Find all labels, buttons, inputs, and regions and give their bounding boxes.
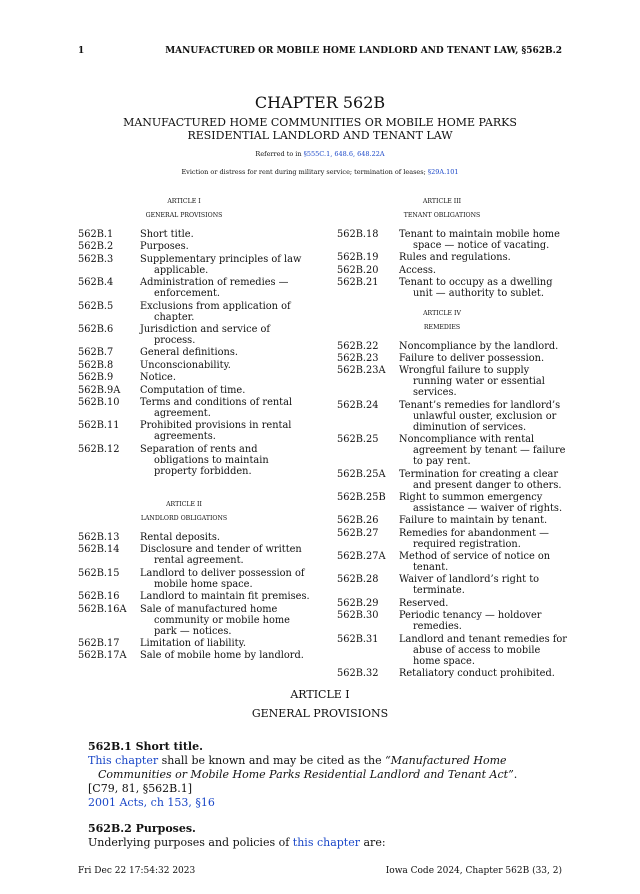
toc-section-number: 562B.22 (337, 340, 379, 352)
this-chapter-link[interactable]: this chapter (292, 836, 360, 849)
toc-section-title: Remedies for abandonment — required registration. (399, 527, 549, 550)
toc-section-number: 562B.23 (337, 352, 379, 364)
eviction-link[interactable]: §29A.101 (427, 168, 459, 176)
toc-entry (337, 528, 567, 550)
toc-section-number: 562B.15 (78, 567, 120, 579)
toc-entry (78, 650, 310, 661)
toc-section-number: 562B.10 (78, 396, 120, 408)
toc-section-number: 562B.29 (337, 597, 379, 609)
toc-section-number: 562B.16 (78, 591, 120, 603)
toc-article-label: ARTICLE II (166, 501, 202, 509)
toc-entry (78, 397, 310, 419)
toc-section-title: Termination for creating a clear and present danger to others. (399, 468, 562, 491)
toc-section-number: 562B.2 (78, 241, 114, 253)
section-text (88, 754, 564, 782)
toc-section-title: Periodic tenancy — holdover remedies. (399, 610, 542, 633)
toc-section-number: 562B.4 (78, 277, 114, 289)
toc-article-name: LANDLORD OBLIGATIONS (140, 515, 228, 523)
section-text-part: shall be known and may be cited as the (158, 754, 386, 767)
history-note: [C79, 81, §562B.1] (88, 782, 193, 795)
toc-entry (337, 353, 567, 364)
toc-entry (78, 254, 310, 276)
toc-section-number: 562B.23A (337, 365, 386, 377)
toc-section-title: Tenant’s remedies for landlord’s unlawful ouster, exclusion or diminution of services. (399, 399, 561, 433)
toc-entry (78, 444, 310, 477)
toc-section-title: Noncompliance with rental agreement by tenant — failure to pay rent. (399, 434, 566, 468)
section-text-part: . (513, 768, 518, 781)
toc-section-number: 562B.32 (337, 668, 379, 680)
toc-section-title: Landlord and tenant remedies for abuse of access to mobile home space. (399, 633, 567, 667)
toc-right-column (337, 198, 567, 680)
toc-entry (78, 241, 310, 252)
toc-entry (337, 277, 567, 299)
toc-entry (337, 265, 567, 276)
toc-section-number: 562B.19 (337, 252, 379, 264)
toc-section-title: Limitation of liability. (140, 638, 246, 650)
toc-section-title: Administration of remedies — enforcement. (140, 277, 289, 300)
toc-section-number: 562B.30 (337, 610, 379, 622)
toc-section-number: 562B.5 (78, 300, 114, 312)
toc-section-title: Tenant to maintain mobile home space — notice of vacating. (399, 229, 560, 251)
article-heading: ARTICLE I (290, 688, 350, 701)
toc-section-title: Terms and conditions of rental agreement. (140, 396, 293, 419)
page-number: 1 (78, 46, 85, 56)
toc-section-number: 562B.9 (78, 372, 114, 384)
section-heading: 562B.2 Purposes. (88, 822, 196, 835)
toc-section-title: Sale of manufactured home community or mobile home park — notices. (140, 603, 290, 637)
section-text-part: are: (360, 836, 386, 849)
toc-section-title: Rental deposits. (140, 532, 220, 544)
toc-entry (78, 360, 310, 371)
toc-section-title: General definitions. (140, 347, 238, 359)
toc-section-number: 562B.12 (78, 443, 120, 455)
toc-entry (78, 301, 310, 323)
referred-to-note (0, 150, 640, 158)
toc-section-number: 562B.27A (337, 551, 386, 563)
section-heading: 562B.1 Short title. (88, 740, 203, 753)
section-text-part: Underlying purposes and policies of (88, 836, 293, 849)
acts-note (78, 796, 564, 810)
toc-section-title: Exclusions from application of chapter. (140, 300, 291, 323)
chapter-title-line2: RESIDENTIAL LANDLORD AND TENANT LAW (187, 129, 453, 142)
toc-entry (78, 229, 310, 240)
toc-list (78, 229, 310, 477)
toc-article-name: TENANT OBLIGATIONS (403, 212, 481, 219)
toc-entry (78, 568, 310, 590)
toc-entry (78, 420, 310, 442)
toc-section-title: Purposes. (140, 241, 189, 253)
toc-section-title: Noncompliance by the landlord. (399, 340, 559, 352)
toc-section-number: 562B.13 (78, 532, 120, 544)
toc-section-title: Notice. (140, 372, 176, 384)
referred-prefix: Referred to in (255, 150, 304, 158)
toc-section-number: 562B.16A (78, 603, 127, 615)
toc-section-number: 562B.3 (78, 253, 114, 265)
toc-section-title: Tenant to occupy as a dwelling unit — authority to sublet. (399, 277, 553, 300)
toc-entry (78, 591, 310, 602)
eviction-note (0, 168, 640, 176)
toc-section-title: Sale of mobile home by landlord. (140, 650, 304, 662)
referred-links[interactable]: §555C.1, 648.6, 648.22A (303, 150, 385, 158)
toc-section-number: 562B.18 (337, 229, 379, 240)
toc-section-title: Prohibited provisions in rental agreements. (140, 420, 292, 443)
toc-section-number: 562B.17A (78, 650, 127, 662)
toc-entry (337, 515, 567, 526)
toc-section-title: Landlord to deliver possession of mobile home space. (140, 567, 305, 590)
toc-section-title: Rules and regulations. (399, 252, 511, 264)
toc-section-title: Jurisdiction and service of process. (140, 323, 271, 346)
toc-section-title: Separation of rents and obligations to maintain property forbidden. (140, 443, 269, 477)
toc-entry (78, 347, 310, 358)
toc-section-number: 562B.25A (337, 468, 386, 480)
toc-section-title: Access. (399, 264, 437, 276)
toc-article-label: ARTICLE I (167, 198, 201, 205)
toc-section-number: 562B.8 (78, 359, 114, 371)
toc-article-label: ARTICLE III (422, 198, 462, 205)
toc-article-name: REMEDIES (423, 323, 461, 331)
act-title: “Manufactured Home Communities or Mobile Home Parks Residential Landlord and Tenant Act” (98, 754, 514, 781)
toc-section-title: Retaliatory conduct prohibited. (399, 668, 555, 680)
toc-entry (78, 277, 310, 299)
toc-list (78, 532, 310, 661)
eviction-text: Eviction or distress for rent during military service; termination of leases; (181, 168, 428, 176)
toc-article-name: GENERAL PROVISIONS (145, 212, 223, 219)
toc-entry (337, 574, 567, 596)
toc-section-title: Waiver of landlord’s right to terminate. (399, 574, 540, 597)
toc-section-title: Disclosure and tender of written rental agreement. (140, 544, 302, 567)
toc-entry (78, 638, 310, 649)
toc-entry (337, 598, 567, 609)
toc-section-title: Method of service of notice on tenant. (399, 551, 551, 574)
toc-section-title: Short title. (140, 229, 194, 240)
toc-entry (337, 434, 567, 467)
toc-section-number: 562B.9A (78, 384, 121, 396)
toc-section-title: Wrongful failure to supply running water or essential services. (399, 365, 545, 399)
toc-section-number: 562B.11 (78, 420, 120, 432)
toc-entry (337, 668, 567, 679)
article-name: GENERAL PROVISIONS (251, 707, 389, 720)
section-562b-1 (78, 740, 564, 810)
toc-entry (337, 252, 567, 263)
this-chapter-link[interactable]: This chapter (88, 754, 159, 767)
toc-entry (337, 400, 567, 433)
toc-entry (337, 469, 567, 491)
toc-entry (337, 634, 567, 667)
toc-section-title: Unconscionability. (140, 359, 231, 371)
toc-left-column (78, 198, 310, 663)
toc-section-title: Failure to maintain by tenant. (399, 515, 548, 527)
toc-entry (337, 492, 567, 514)
toc-section-number: 562B.24 (337, 399, 379, 411)
toc-article-label: ARTICLE IV (423, 309, 461, 317)
toc-section-title: Supplementary principles of law applicable. (140, 253, 302, 276)
toc-entry (78, 385, 310, 396)
toc-section-number: 562B.31 (337, 633, 379, 645)
toc-section-number: 562B.21 (337, 277, 379, 289)
toc-section-title: Failure to deliver possession. (399, 352, 545, 364)
toc-list (337, 341, 567, 679)
chapter-title-line1: MANUFACTURED HOME COMMUNITIES OR MOBILE HOME PARKS (123, 116, 517, 129)
toc-section-title: Reserved. (399, 597, 449, 609)
section-text (78, 836, 564, 850)
toc-section-number: 562B.6 (78, 323, 114, 335)
toc-section-number: 562B.28 (337, 574, 379, 586)
footer-timestamp: Fri Dec 22 17:54:32 2023 (78, 866, 196, 876)
toc-entry (337, 229, 567, 251)
toc-entry (78, 372, 310, 383)
section-562b-2 (78, 822, 564, 850)
toc-list (337, 229, 567, 299)
toc-section-title: Right to summon emergency assistance — waiver of rights. (399, 491, 563, 514)
toc-entry (78, 544, 310, 566)
toc-entry (78, 604, 310, 637)
toc-section-number: 562B.7 (78, 347, 114, 359)
toc-section-number: 562B.26 (337, 515, 379, 527)
running-title: MANUFACTURED OR MOBILE HOME LANDLORD AND TENANT LAW, §562B.2 (165, 46, 562, 56)
chapter-number: CHAPTER 562B (254, 93, 386, 112)
footer-citation: Iowa Code 2024, Chapter 562B (33, 2) (385, 866, 562, 876)
toc-entry (78, 532, 310, 543)
toc-section-number: 562B.25 (337, 434, 379, 446)
toc-entry (337, 365, 567, 398)
toc-section-number: 562B.27 (337, 527, 379, 539)
toc-section-number: 562B.17 (78, 638, 120, 650)
toc-entry (337, 610, 567, 632)
toc-section-title: Landlord to maintain fit premises. (140, 591, 310, 603)
toc-section-number: 562B.1 (78, 229, 114, 240)
toc-entry (78, 324, 310, 346)
toc-section-number: 562B.20 (337, 264, 379, 276)
toc-entry (337, 341, 567, 352)
toc-section-number: 562B.14 (78, 544, 120, 556)
toc-entry (337, 551, 567, 573)
acts-link[interactable]: 2001 Acts, ch 153, §16 (88, 796, 215, 809)
toc-section-number: 562B.25B (337, 491, 386, 503)
toc-section-title: Computation of time. (140, 384, 246, 396)
